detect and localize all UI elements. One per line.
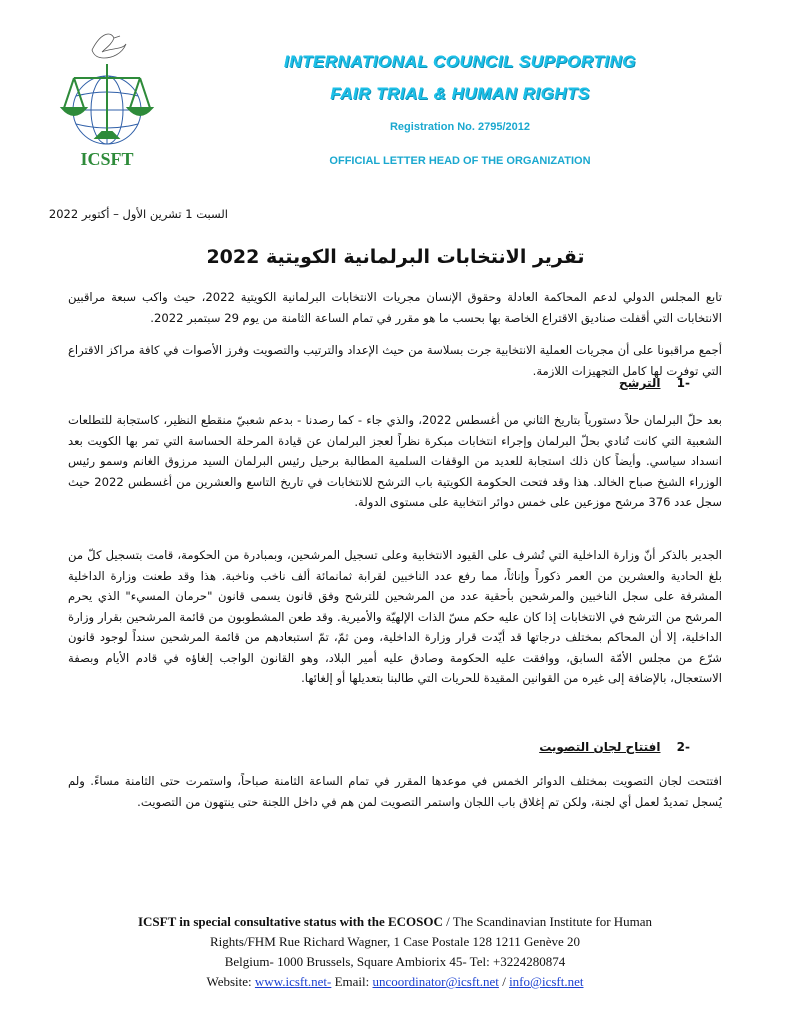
footer-institute: / The Scandinavian Institute for Human [442, 914, 653, 929]
section-number: -2 [676, 740, 690, 754]
email-separator: / [498, 974, 510, 989]
paragraph-interior-ministry: الجدير بالذكر أنّ وزارة الداخلية التي تُشرف على القيود الانتخابية وعلى تسجيل المرشحين، وبمبادرة من الحكومة، قامت بتسجيل كلّ من بلغ الحادية والعشرين من العمر ذكوراً وإناثاً، مما رفع عدد الناخبين لقرابة ثمانمائة ألف ناخب وناخبة. هذا وقد طعنت وزارة الداخلية المشرفة على سجل الناخبين والمرشحين بأحقية عدد من المرشحين للترشح وفق قانون يسمى قانون "حرمان المسيء" الذي يحرم المرشح من الترشح في الانتخابات إذا كان عليه حكم مسّ الذات الإلهيّة والأميرية. وقد طعن المشطوبون من قائمة المرشحين بقرار وزارة الداخلية، إلا أن المحاكم بمختلف درجاتها قد أيّدت قرار وزارة الداخلية، ومن ثمّ، تمّ استبعادهم من قائمة المرشحين سنداً لوجود قانون شرّع من مجلس الأمّة السابق، ووافقت عليه الحكومة وصادق عليه أمير البلاد، وهو القانون الواجب إلغاؤه في قادم الأيام وبصفة الاستعجال، بالإضافة إلى غيره من القوانين المقيدة للحريات التي طالبنا بتعديلها أو إلغائها. [68, 548, 722, 685]
section-title: افتتاح لجان التصويت [539, 740, 661, 754]
section-heading-candidacy [619, 376, 690, 390]
paragraph-polling: افتتحت لجان التصويت بمختلف الدوائر الخمس في موعدها المقرر في تمام الساعة الثامنة صباحاً، واستمرت حتى الثامنة مساءً. ولم يُسجل تمديدٌ لعمل أي لجنة، ولكن تم إغلاق باب اللجان واستمر التصويت لمن هم في داخل اللجنة حتى ينتهون من التصويت. [68, 774, 722, 809]
footer [60, 912, 730, 992]
footer-address-line2: Rights/FHM Rue Richard Wagner, 1 Case Postale 128 1211 Genève 20 [210, 934, 580, 949]
email-label: Email: [331, 974, 373, 989]
logo-text: ICSFT [80, 149, 134, 169]
paragraph-intro: تابع المجلس الدولي لدعم المحاكمة العادلة وحقوق الإنسان مجريات الانتخابات البرلمانية الكويتية 2022، حيث واكب سبعة مراقبين الانتخابات التي أقفلت صناديق الاقتراع الخاصة بها بحسب ما هو مقرر في تمام الساعة الثامنة من يوم 29 سبتمبر 2022. [68, 290, 722, 325]
footer-address-line3: Belgium- 1000 Brussels, Square Ambiorix 45- Tel: +3224280874 [224, 954, 566, 969]
report-title: تقرير الانتخابات البرلمانية الكويتية 2022 [206, 246, 585, 268]
section-number: -1 [676, 376, 690, 390]
email-link-info[interactable]: info@icsft.net [509, 974, 584, 989]
registration-number: Registration No. 2795/2012 [389, 121, 530, 133]
organization-name-line2: FAIR TRIAL & HUMAN RIGHTS [330, 84, 590, 103]
organization-name-line1: INTERNATIONAL COUNCIL SUPPORTING [284, 52, 636, 71]
footer-line1 [60, 912, 730, 932]
organization-logo [52, 28, 162, 178]
paragraph-observers: أجمع مراقبونا على أن مجريات العملية الانتخابية جرت بسلاسة من حيث الإعداد والترتيب والتصويت وفرز الأصوات في كافة مراكز الاقتراع التي توفرت لها كامل التجهيزات اللازمة. [68, 343, 722, 378]
paragraph-candidacy: بعد حلّ البرلمان حلاً دستورياً بتاريخ الثاني من أغسطس 2022، والذي جاء - كما رصدنا - بدعم شعبيّ منقطع النظير، كاستجابة للتطلعات الشعبية التي كانت تُنادي بحلّ البرلمان وإجراء انتخابات مبكرة نظراً لعجز البرلمان عن قيادة المرحلة الحساسة التي تمر بها الكويت بعد انسداد سياسي. وأيضاً كان ذلك استجابة للعديد من الوقفات السلمية المطالبة برحيل رئيس البرلمان السيد مرزوق الغانم وسمو رئيس الوزراء الشيخ صباح الخالد. هذا وقد فتحت الحكومة الكويتية باب الترشح للانتخابات في تاريخ التاسع والعشرين من أغسطس 2022 حيث سجل عدد 376 مرشح موزعين على خمس دوائر انتخابية على مستوى الدولة. [68, 413, 722, 509]
website-link[interactable]: www.icsft.net- [254, 974, 332, 989]
letterhead-caption: OFFICIAL LETTER HEAD OF THE ORGANIZATION [329, 155, 591, 167]
email-link-coordinator[interactable]: uncoordinator@icsft.net [372, 974, 499, 989]
letter-date: السبت 1 تشرين الأول – أكتوبر 2022 [48, 207, 228, 221]
section-heading-polling [539, 740, 690, 754]
footer-contact-line [60, 972, 730, 992]
website-label: Website: [206, 974, 255, 989]
consultative-status: ICSFT in special consultative status with the ECOSOC [137, 914, 443, 929]
section-title: الترشح [619, 376, 661, 390]
